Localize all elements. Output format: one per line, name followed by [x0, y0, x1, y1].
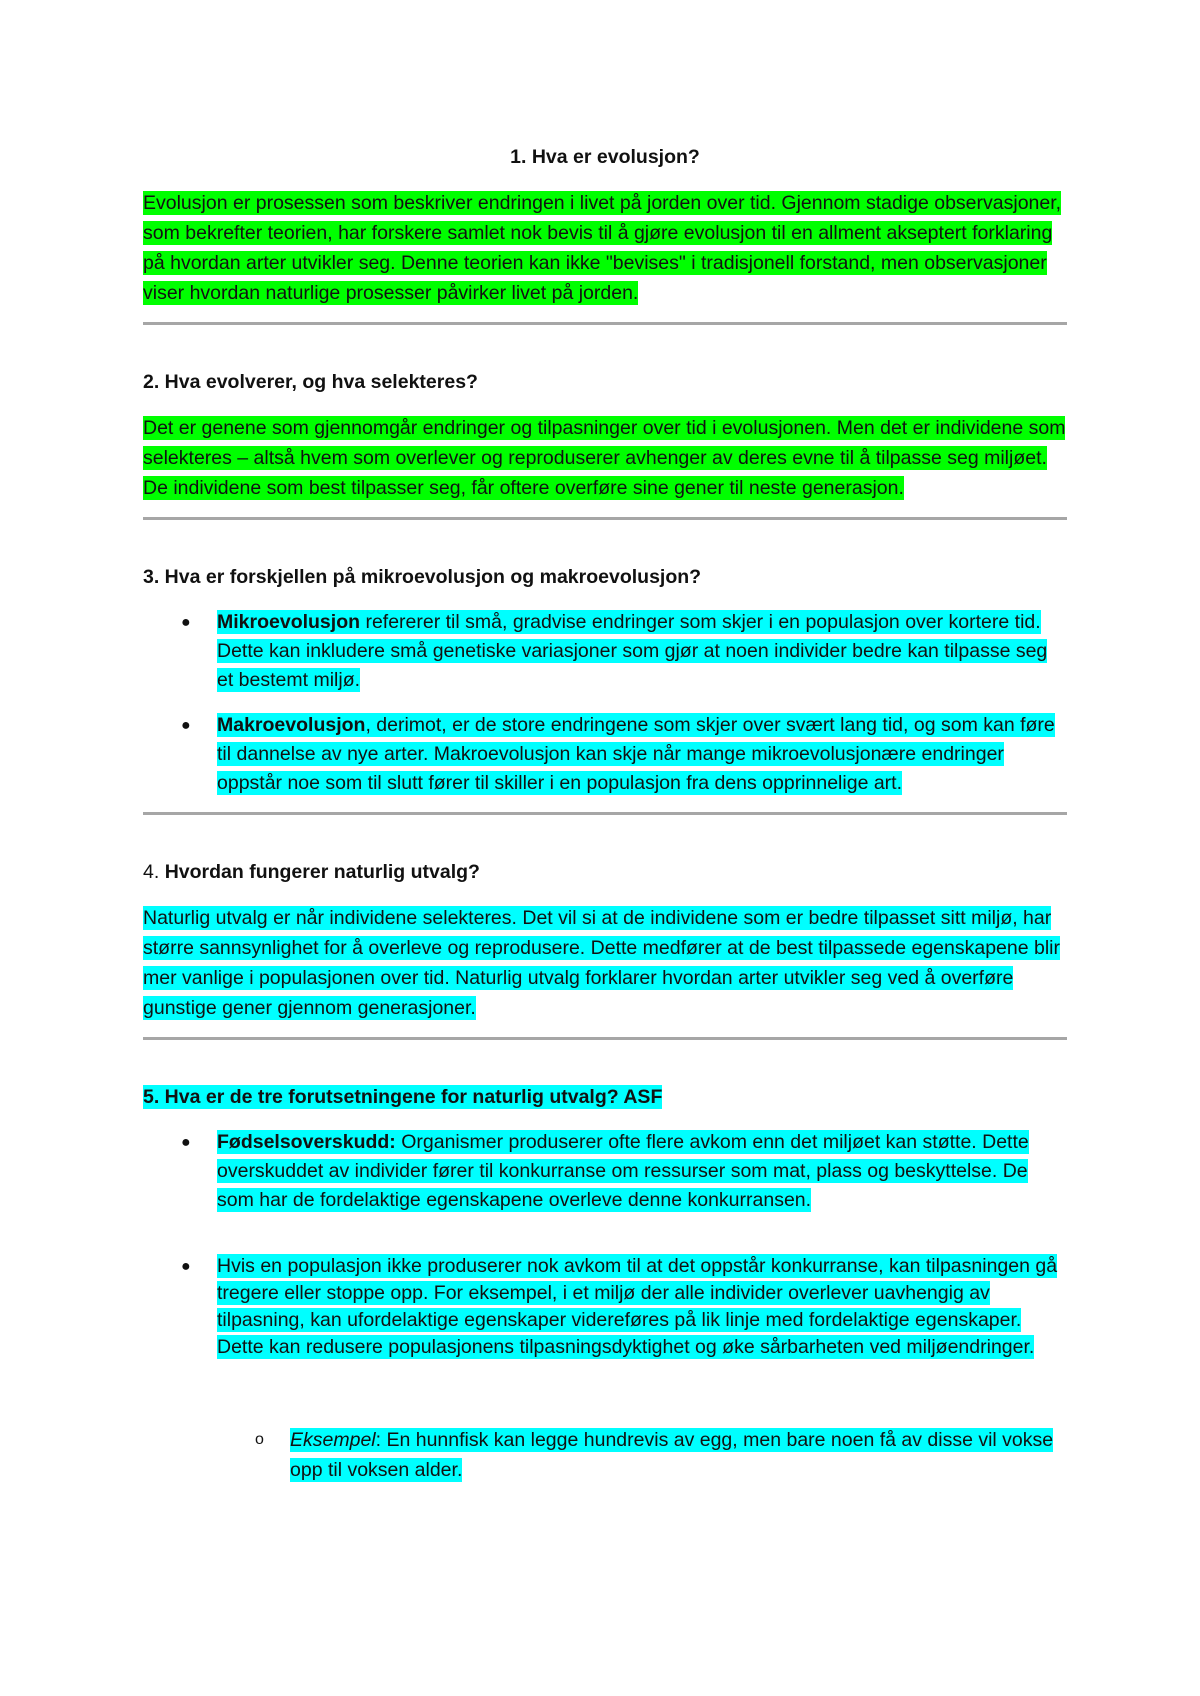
- list-item: [143, 1253, 1067, 1361]
- circle-bullet-icon: o: [255, 1431, 264, 1448]
- q1-heading: 1. Hva er evolusjon?: [510, 146, 700, 168]
- divider: [143, 812, 1067, 815]
- term: Makroevolusjon: [217, 714, 366, 736]
- list-item-text: Hvis en populasjon ikke produserer nok avkom til at det oppstår konkurranse, kan tilpasningen gå tregere eller stoppe opp. For eksempel, i et miljø der alle individer overlever uavhengig av tilpasning, kan ufordelaktige egenskaper videreføres på lik linje med fordelaktige egenskaper. Dette kan redusere populasjonens tilpasningsdyktighet og øke sårbarheten ved miljøendringer.: [217, 1255, 1058, 1358]
- list-item-text: [217, 713, 1055, 795]
- document-content: [143, 142, 1067, 1485]
- q3-bullet-list: [143, 608, 1067, 798]
- q4-heading: 4. Hvordan fungerer naturlig utvalg?: [143, 861, 480, 883]
- list-item-text: [217, 1130, 1029, 1212]
- list-item-text: [217, 610, 1047, 692]
- q5-bullet-list: [143, 1128, 1067, 1361]
- q2-heading: 2. Hva evolverer, og hva selekteres?: [143, 371, 478, 393]
- example-label: Eksempel: [290, 1429, 376, 1451]
- term-description: , derimot, er de store endringene som skjer over svært lang tid, og som kan føre til dannelse av nye arter. Makroevolusjon kan skje når mange mikroevolusjonære endringer oppstår noe som til slutt fører til skiller i en populasjon fra dens opprinnelige art.: [217, 714, 1055, 794]
- divider: [143, 517, 1067, 520]
- example-body: : En hunnfisk kan legge hundrevis av egg, men bare noen få av disse vil vokse opp til voksen alder.: [290, 1429, 1054, 1481]
- q1-answer: [143, 188, 1067, 308]
- q2-answer: [143, 413, 1067, 503]
- list-item: [143, 608, 1067, 695]
- list-item: [143, 711, 1067, 798]
- example-text: [290, 1428, 1053, 1482]
- bullet-icon: ●: [181, 1258, 191, 1275]
- bullet-icon: ●: [181, 1134, 191, 1151]
- term-description: Organismer produserer ofte flere avkom enn det miljøet kan støtte. Dette overskuddet av individer fører til konkurranse om ressurser som mat, plass og beskyttelse. De som har de fordelaktige egenskapene overleve denne konkurransen.: [217, 1131, 1029, 1211]
- list-item: [143, 1128, 1067, 1215]
- term-description: refererer til små, gradvise endringer som skjer i en populasjon over kortere tid. Dette kan inkludere små genetiske variasjoner som gjør at noen individer bedre kan tilpasse seg et bestemt miljø.: [217, 611, 1048, 691]
- q3-heading: 3. Hva er forskjellen på mikroevolusjon og makroevolusjon?: [143, 566, 702, 588]
- bullet-icon: ●: [181, 614, 191, 631]
- term: Fødselsoverskudd:: [217, 1131, 396, 1153]
- term: Mikroevolusjon: [217, 611, 361, 633]
- q2-answer-text: Det er genene som gjennomgår endringer og tilpasninger over tid i evolusjonen. Men det er individene som selekteres – altså hvem som overlever og reproduserer avhenger av deres evne til å tilpasse seg miljøet. De individene som best tilpasser seg, får oftere overføre sine gener til neste generasjon.: [143, 417, 1066, 499]
- example-subitem: [143, 1425, 1067, 1485]
- divider: [143, 322, 1067, 325]
- bullet-icon: ●: [181, 717, 191, 734]
- q4-answer-text: Naturlig utvalg er når individene selekteres. Det vil si at de individene som er bedre tilpasset sitt miljø, har større sannsynlighet for å overleve og reprodusere. Dette medfører at de best tilpassede egenskapene blir mer vanlige i populasjonen over tid. Naturlig utvalg forklarer hvordan arter utvikler seg ved å overføre gunstige gener gjennom generasjoner.: [143, 907, 1060, 1019]
- q4-answer: [143, 903, 1067, 1023]
- divider: [143, 1037, 1067, 1040]
- q1-answer-text: Evolusjon er prosessen som beskriver endringen i livet på jorden over tid. Gjennom stadige observasjoner, som bekrefter teorien, har forskere samlet nok bevis til å gjøre evolusjon til en allment akseptert forklaring på hvordan arter utvikler seg. Denne teorien kan ikke "bevises" i tradisjonell forstand, men observasjoner viser hvordan naturlige prosesser påvirker livet på jorden.: [143, 192, 1062, 304]
- q5-heading: 5. Hva er de tre forutsetningene for naturlig utvalg? ASF: [143, 1086, 663, 1108]
